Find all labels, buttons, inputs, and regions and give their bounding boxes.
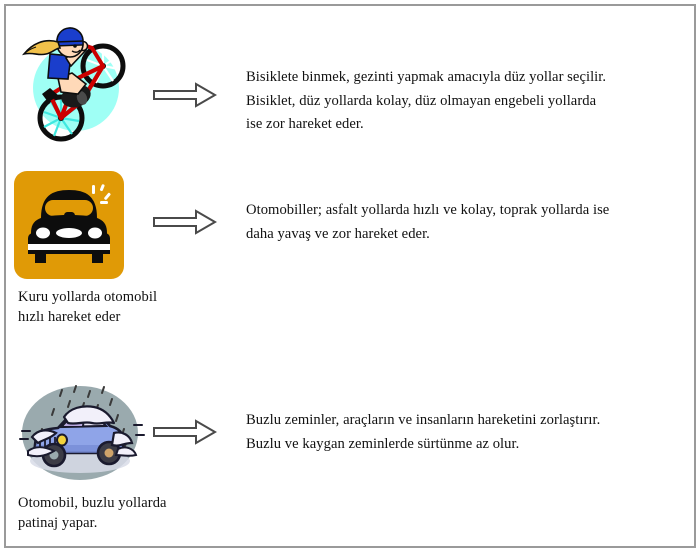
paragraph-line: Bisiklet, düz yollarda kolay, düz olmayan engebeli yollarda <box>246 92 597 109</box>
arrow-cell-bicycle <box>152 82 218 113</box>
paragraph-line: Buzlu zeminler, araçların ve insanların hareketini zorlaştırır. <box>246 412 601 428</box>
caption-icy-road-car <box>14 493 229 533</box>
paragraph-line: daha yavaş ve zor hareket eder. <box>246 225 430 242</box>
paragraph-dry-road-car <box>246 199 696 246</box>
flow-arrow-right-icon <box>152 82 218 108</box>
paragraph-line: Bisiklete binmek, gezinti yapmak amacıyla düz yollar seçilir. <box>246 69 607 85</box>
caption-dry-road-car <box>14 287 229 327</box>
snow-covered-car-illustration <box>14 381 146 485</box>
flow-arrow-right-icon <box>152 419 218 445</box>
orange-car-tile-illustration <box>14 171 124 279</box>
arrow-cell-icy-road-car <box>152 419 218 450</box>
row-bicycle <box>6 16 694 166</box>
caption-line: hızlı hareket eder <box>18 309 121 325</box>
row-dry-road-car <box>6 171 694 341</box>
arrow-cell-dry-road-car <box>152 209 218 240</box>
dry-road-car-visual-cell <box>14 171 229 327</box>
flow-arrow-right-icon <box>152 209 218 235</box>
bicycle-rider-illustration <box>14 16 132 148</box>
row-icy-road-car <box>6 381 694 546</box>
caption-line: Kuru yollarda otomobil <box>18 289 158 305</box>
paragraph-bicycle <box>246 66 696 137</box>
page-border-frame <box>4 4 696 548</box>
icy-road-car-visual-cell <box>14 381 229 533</box>
paragraph-line: Otomobiller; asfalt yollarda hızlı ve kolay, toprak yollarda ise <box>246 202 610 218</box>
paragraph-icy-road-car <box>246 409 696 456</box>
paragraph-line: Buzlu ve kaygan zeminlerde sürtünme az olur. <box>246 435 520 452</box>
paragraph-line: ise zor hareket eder. <box>246 116 364 133</box>
caption-line: Otomobil, buzlu yollarda <box>18 495 167 511</box>
caption-line: patinaj yapar. <box>18 515 98 531</box>
